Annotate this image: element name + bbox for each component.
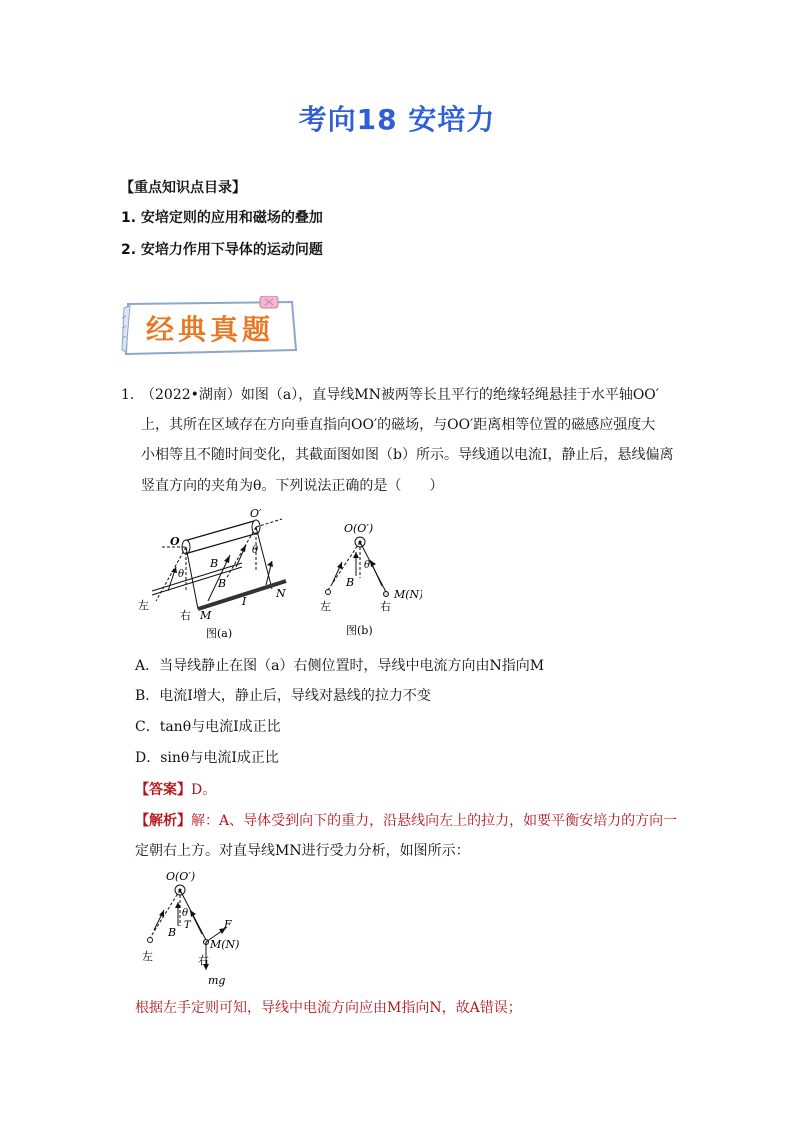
banner-text: 经典真题 [146, 313, 275, 346]
option-d: D．sinθ与电流I成正比 [135, 750, 279, 766]
label-right: 右 [180, 609, 191, 622]
analysis-text-1: 解：A、导体受到向下的重力，沿悬线向左上的拉力，如要平衡安培力的方向一 [191, 813, 678, 829]
label-left: 左 [138, 599, 149, 612]
label-theta: θ [182, 908, 189, 919]
answer-label: 【答案】 [135, 782, 191, 798]
question-line-2: 上，其所在区域存在方向垂直指向OO′的磁场，与OO′距离相等位置的磁感应强度大 [141, 417, 656, 433]
label-M-N: M(N) [394, 588, 422, 601]
figure-a-caption: 图(a) [206, 627, 233, 640]
toc-item-2: 2. 安培力作用下导体的运动问题 [121, 242, 323, 258]
label-O-prime: O′ [250, 507, 262, 520]
label-N: N [276, 587, 286, 600]
figure-b [312, 518, 422, 640]
question-line-4: 竖直方向的夹角为θ。下列说法正确的是（ ） [141, 478, 444, 494]
label-O-O-prime: O(O′) [166, 870, 196, 883]
analysis-line-3: 根据左手定则可知，导线中电流方向应由M指向N，故A错误； [135, 1000, 522, 1016]
answer [135, 780, 216, 800]
toc-item-1: 1. 安培定则的应用和磁场的叠加 [121, 210, 323, 226]
figure-b-caption: 图(b) [346, 624, 373, 637]
analysis-line-2: 定朝右上方。对直导线MN进行受力分析，如图所示： [135, 843, 470, 859]
label-right: 右 [380, 600, 391, 613]
toc-heading: 【重点知识点目录】 [120, 180, 246, 196]
figure-a [132, 505, 302, 645]
option-a: A．当导线静止在图（a）右侧位置时，导线中电流方向由N指向M [135, 658, 545, 674]
figure-c [134, 866, 254, 990]
answer-value: D。 [191, 782, 217, 798]
page-title: 考向18 安培力 [298, 103, 496, 136]
label-O: O [170, 535, 180, 548]
label-mg: mg [208, 974, 226, 987]
label-theta-2: θ [252, 545, 259, 556]
label-left: 左 [142, 950, 153, 963]
question-number: 1． [121, 387, 144, 403]
label-F: F [224, 918, 232, 931]
label-right: 右 [198, 954, 209, 967]
label-theta-1: θ [178, 569, 185, 580]
label-left: 左 [320, 600, 331, 613]
question-line-3: 小相等且不随时间变化，其截面图如图（b）所示。导线通以电流I，静止后，悬线偏离 [141, 447, 674, 463]
label-B-1: B [210, 557, 219, 570]
question-line-1: （2022•湖南）如图（a），直导线MN被两等长且平行的绝缘轻绳悬挂于水平轴OO′ [141, 387, 659, 403]
label-M-N: M(N) [210, 938, 240, 951]
label-theta: θ [364, 560, 371, 571]
label-M: M [200, 609, 212, 622]
section-banner [120, 296, 300, 358]
option-c: C．tanθ与电流I成正比 [135, 719, 281, 735]
label-B-2: B [218, 577, 227, 590]
label-I: I [242, 595, 247, 608]
analysis-line-1 [135, 811, 677, 831]
label-T: T [184, 920, 191, 931]
label-B: B [168, 926, 177, 939]
option-b: B．电流I增大，静止后，导线对悬线的拉力不变 [135, 688, 431, 704]
analysis-label: 【解析】 [135, 813, 191, 829]
label-O-O-prime: O(O′) [344, 522, 374, 535]
label-B: B [346, 576, 355, 589]
